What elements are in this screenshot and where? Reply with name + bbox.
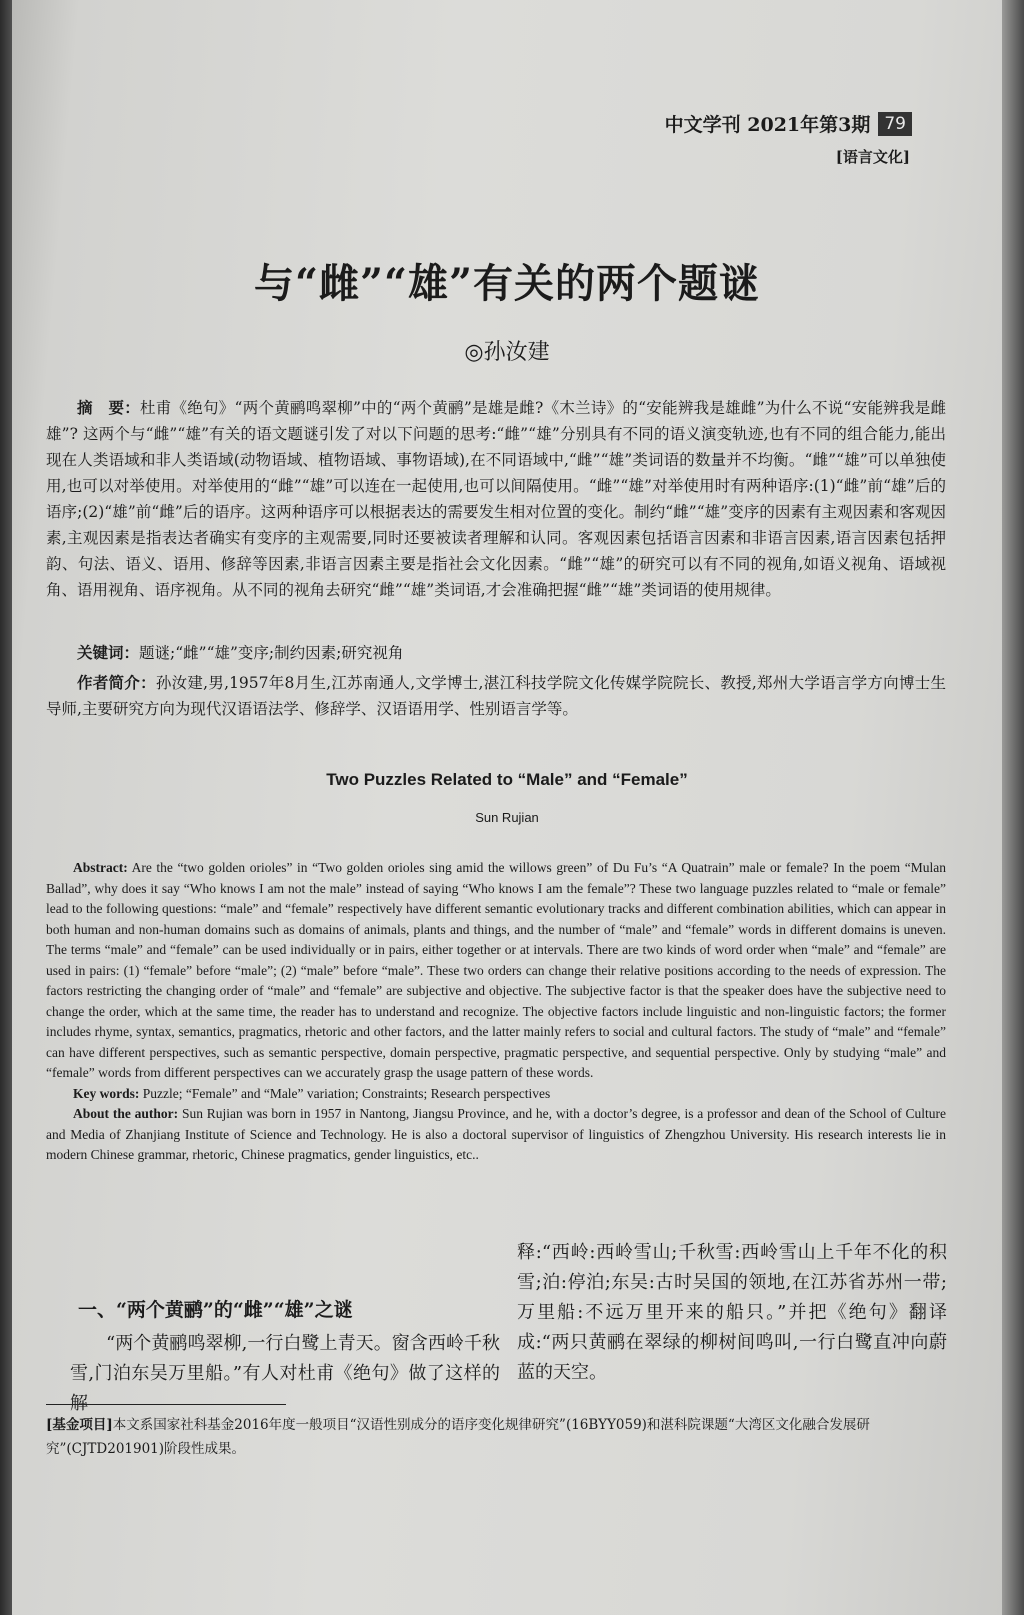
bio-label: 作者简介：: [77, 673, 156, 692]
abstract-label: 摘 要：: [77, 398, 141, 417]
body-right-column: [517, 1238, 947, 1388]
journal-page: [12, 0, 1002, 1615]
section-tag: [语言文化]: [835, 148, 910, 166]
keywords-text: 题谜;“雌”“雄”变序;制约因素;研究视角: [139, 644, 404, 662]
en-bio-label: About the author:: [73, 1106, 179, 1121]
en-abstract-text: Are the “two golden orioles” in “Two golden orioles sing amid the willows green” of Du Fu’s “A Quatrain” male or female? In the poem “Mulan Ballad”, why does it say “Who knows I am not the male” instead of saying “Who knows I am the female”? These two language puzzles related to “male or female” lead to the following questions: “male” and “female” respectively have different semantic evolutionary tracks and different combination abilities, which can appear in both human and non-human domains such as domains of animals, plants and things, and the number of “male” and “female” words in different domains is uneven. The terms “male” and “female” can be used individually or in pairs, either together or at intervals. There are two kinds of word order when “male” and “female” are used in pairs: (1) “female” before “male”; (2) “male” before “male”. These two orders can change their relative positions according to the needs of expression. The factors restricting the changing order of “male” and “female” are subjective and objective. The subjective factor is that the speaker does have the subjective need to change the order, which at the same time, the reader has to understand and recognize. The objective factors include linguistic and non-linguistic factors; the former includes rhyme, syntax, semantics, pragmatics, rhetoric and other factors, and the latter mainly refers to social and cultural factors. The study of “male” and “female” can have different perspectives, such as semantic perspective, domain perspective, pragmatic perspective, and sequential perspective. Only by studying “male” and “female” words from different perspectives can we accurately grasp the usage pattern of these words.: [46, 860, 946, 1080]
funding-footnote: [46, 1413, 956, 1461]
bio-text: 孙汝建,男,1957年8月生,江苏南通人,文学博士,湛江科技学院文化传媒学院院长、教授,郑州大学语言学方向博士生导师,主要研究方向为现代汉语语法学、修辞学、汉语语用学、性别语言学等。: [46, 674, 946, 718]
section-heading: 一、“两个黄鹂”的“雌”“雄”之谜: [78, 1299, 353, 1321]
body-left-column: [70, 1295, 500, 1419]
page-edge-shadow: [1002, 0, 1024, 1615]
journal-name: 中文学刊 2021年第3期: [664, 114, 871, 136]
english-title: Two Puzzles Related to “Male” and “Female”: [326, 770, 688, 789]
english-author: Sun Rujian: [475, 810, 539, 825]
running-header: [665, 110, 912, 137]
en-bio-text: Sun Rujian was born in 1957 in Nantong, Jiangsu Province, and he, with a doctor’s degree, is a professor and dean of the School of Culture and Media of Zhanjiang Institute of Science and Technology. He is also a doctoral supervisor of linguistics of Zhengzhou University. His research interests lie in modern Chinese grammar, rhetoric, Chinese pragmatics, gender linguistics, etc..: [46, 1106, 946, 1162]
en-keywords-text: Puzzle; “Female” and “Male” variation; Constraints; Research perspectives: [142, 1085, 551, 1101]
body-paragraph-left: “两个黄鹂鸣翠柳,一行白鹭上青天。窗含西岭千秋雪,门泊东吴万里船。”有人对杜甫《绝句》做了这样的解: [70, 1333, 500, 1414]
article-author: ◎孙汝建: [464, 340, 550, 365]
funding-text: 本文系国家社科基金2016年度一般项目“汉语性别成分的语序变化规律研究”(16BYY059)和湛科院课题“大湾区文化融合发展研究”(CJTD201901)阶段性成果。: [46, 1417, 870, 1457]
chinese-abstract: [46, 395, 946, 603]
chinese-keywords: [46, 640, 946, 666]
page-number: 79: [878, 112, 912, 136]
keywords-label: 关键词：: [77, 643, 140, 662]
en-abstract-label: Abstract:: [73, 860, 128, 875]
funding-label: [基金项目]: [46, 1417, 113, 1433]
abstract-text: 杜甫《绝句》“两个黄鹂鸣翠柳”中的“两个黄鹂”是雄是雌?《木兰诗》的“安能辨我是雄雌”为什么不说“安能辨我是雌雄”? 这两个与“雌”“雄”有关的语文题谜引发了对以下问题的思考:“雌”“雄”分别具有不同的语义演变轨迹,也有不同的组合能力,能出现在人类语域和非人类语域(动物语域、植物语域、事物语域),在不同语域中,“雌”“雄”类词语的数量并不均衡。“雌”“雄”可以单独使用,也可以对举使用。对举使用的“雌”“雄”可以连在一起使用,也可以间隔使用。“雌”“雄”对举使用时有两种语序:(1)“雌”前“雄”后的语序;(2)“雄”前“雌”后的语序。这两种语序可以根据表达的需要发生相对位置的变化。制约“雌”“雄”变序的因素有主观因素和客观因素,主观因素是指表达者确实有变序的主观需要,同时还要被读者理解和认同。客观因素包括语言因素和非语言因素,语言因素包括押韵、句法、语义、语用、修辞等因素,非语言因素主要是指社会文化因素。“雌”“雄”的研究可以有不同的视角,如语义视角、语域视角、语用视角、语序视角。从不同的视角去研究“雌”“雄”类词语,才会准确把握“雌”“雄”类词语的使用规律。: [46, 399, 946, 599]
footnote-divider: [46, 1404, 286, 1405]
chinese-author-bio: [46, 670, 946, 722]
en-keywords-label: Key words:: [73, 1085, 140, 1101]
article-title: 与“雌”“雄”有关的两个题谜: [253, 260, 761, 307]
english-abstract-block: [46, 858, 946, 1166]
body-paragraph-right: 释:“西岭:西岭雪山;千秋雪:西岭雪山上千年不化的积雪;泊:停泊;东吴:古时吴国的领地,在江苏省苏州一带;万里船:不远万里开来的船只。”并把《绝句》翻译成:“两只黄鹂在翠绿的柳树间鸣叫,一行白鹭直冲向蔚蓝的天空。: [517, 1242, 947, 1383]
